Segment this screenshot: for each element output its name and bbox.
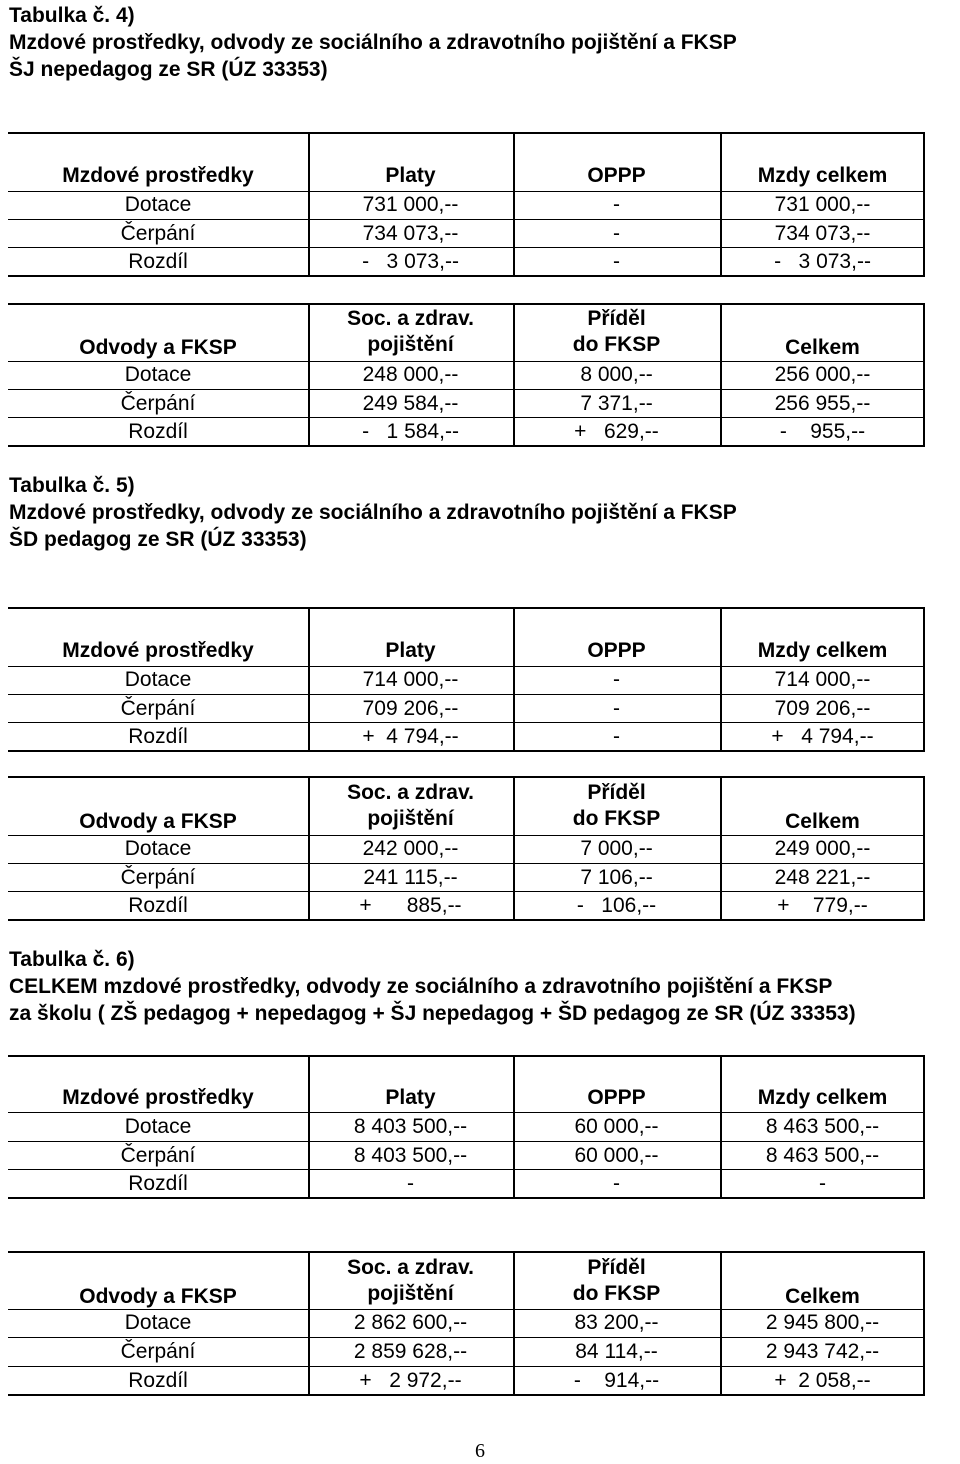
table-row xyxy=(8,834,925,863)
table-cell: 731 000,-- xyxy=(362,193,459,216)
row-label: Čerpání xyxy=(120,222,196,245)
header-row xyxy=(8,1255,925,1309)
row-label: Dotace xyxy=(124,837,192,860)
table-row xyxy=(8,1366,925,1395)
section-label: Tabulka č. 4) xyxy=(9,4,135,27)
row-label: Rozdíl xyxy=(128,1172,188,1195)
section-4-heading xyxy=(9,2,737,83)
header-line: Příděl xyxy=(587,307,646,330)
table-cell: 709 206,-- xyxy=(362,697,459,720)
header-line: Soc. a zdrav. xyxy=(347,307,474,330)
table-cell: 2 945 800,-- xyxy=(765,1311,880,1334)
amount: + 629,-- xyxy=(574,420,659,443)
table-cell: 8 000,-- xyxy=(580,363,653,386)
row-label: Rozdíl xyxy=(128,894,188,917)
table-cell: 734 073,-- xyxy=(362,222,459,245)
table-cell: 60 000,-- xyxy=(574,1115,659,1138)
row-label: Rozdíl xyxy=(128,1369,188,1392)
table-cell: - xyxy=(613,668,620,691)
table-cell: 2 943 742,-- xyxy=(765,1340,880,1363)
row-label: Dotace xyxy=(124,668,192,691)
table-cell: 256 955,-- xyxy=(774,392,871,415)
section-subtitle: za školu ( ZŠ pedagog + nepedagog + ŠJ nepedagog + ŠD pedagog ze SR (ÚZ 33353) xyxy=(9,1002,856,1025)
row-label: Rozdíl xyxy=(128,725,188,748)
table-cell: - xyxy=(613,725,620,748)
row-label: Rozdíl xyxy=(128,250,188,273)
row-label: Čerpání xyxy=(120,392,196,415)
table-cell xyxy=(513,1366,720,1395)
wages-table xyxy=(8,132,925,276)
table-cell: - xyxy=(407,1172,414,1195)
table-cell: 83 200,-- xyxy=(574,1311,659,1334)
table-row xyxy=(8,1112,925,1141)
section-subtitle: ŠD pedagog ze SR (ÚZ 33353) xyxy=(9,528,307,551)
header-cell: Odvody a FKSP xyxy=(79,336,237,359)
table-cell: 241 115,-- xyxy=(363,866,458,889)
header-cell: Platy xyxy=(385,164,436,187)
row-label: Dotace xyxy=(124,363,192,386)
table-row xyxy=(8,722,925,751)
section-5-heading xyxy=(9,472,737,553)
section-title: Mzdové prostředky, odvody ze sociálního a zdravotního pojištění a FKSP xyxy=(9,501,737,524)
header-line: Soc. a zdrav. xyxy=(347,781,474,804)
table-cell: - xyxy=(613,193,620,216)
header-line: pojištění xyxy=(367,1282,454,1305)
header-line: pojištění xyxy=(367,807,454,830)
table-cell: - xyxy=(613,250,620,273)
section-title: CELKEM mzdové prostředky, odvody ze sociálního a zdravotního pojištění a FKSP xyxy=(9,975,833,998)
table-cell xyxy=(513,417,720,446)
amount: - 955,-- xyxy=(779,420,866,443)
amount: + 2 972,-- xyxy=(359,1369,462,1392)
header-cell: OPPP xyxy=(587,1086,646,1109)
table-cell: 8 463 500,-- xyxy=(765,1115,880,1138)
amount: + 779,-- xyxy=(777,894,868,917)
table-cell xyxy=(308,891,513,920)
table-row xyxy=(8,1337,925,1366)
table-cell: 84 114,-- xyxy=(575,1340,658,1363)
table-cell: 7 000,-- xyxy=(580,837,653,860)
header-row xyxy=(8,161,925,190)
table-cell: - xyxy=(613,222,620,245)
amount: + 2 058,-- xyxy=(774,1369,871,1392)
table-cell xyxy=(308,1366,513,1395)
header-cell: Mzdové prostředky xyxy=(62,164,254,187)
amount: + 885,-- xyxy=(359,894,462,917)
header-cell xyxy=(308,1255,513,1309)
table-row xyxy=(8,665,925,694)
row-label: Dotace xyxy=(124,193,192,216)
table-row xyxy=(8,389,925,418)
table-cell: 731 000,-- xyxy=(774,193,871,216)
header-row xyxy=(8,780,925,834)
table-cell: 8 403 500,-- xyxy=(353,1115,468,1138)
table-row xyxy=(8,190,925,219)
amount: - 3 073,-- xyxy=(774,250,871,273)
row-label: Rozdíl xyxy=(128,420,188,443)
header-cell xyxy=(513,306,720,360)
header-row xyxy=(8,306,925,360)
header-line: do FKSP xyxy=(572,1282,661,1305)
table-cell xyxy=(308,417,513,446)
header-cell: Mzdové prostředky xyxy=(62,1086,254,1109)
header-cell: Mzdy celkem xyxy=(757,1086,888,1109)
row-label: Čerpání xyxy=(120,1144,196,1167)
table-cell: 248 221,-- xyxy=(774,866,871,889)
section-title: Mzdové prostředky, odvody ze sociálního a zdravotního pojištění a FKSP xyxy=(9,31,737,54)
header-line: Soc. a zdrav. xyxy=(347,1256,474,1279)
section-subtitle: ŠJ nepedagog ze SR (ÚZ 33353) xyxy=(9,58,328,81)
table-cell xyxy=(308,247,513,276)
header-cell: Celkem xyxy=(785,1285,860,1308)
table-row xyxy=(8,694,925,723)
amount: - 3 073,-- xyxy=(362,250,459,273)
table-cell: 709 206,-- xyxy=(774,697,871,720)
table-cell: 249 584,-- xyxy=(362,392,459,415)
header-cell: Celkem xyxy=(785,810,860,833)
levies-table xyxy=(8,303,925,446)
table-cell xyxy=(720,417,925,446)
header-line: Příděl xyxy=(587,781,646,804)
table-row xyxy=(8,891,925,920)
amount: - 914,-- xyxy=(573,1369,660,1392)
table-cell: 2 862 600,-- xyxy=(353,1311,468,1334)
table-cell: - xyxy=(613,697,620,720)
header-cell: Platy xyxy=(385,1086,436,1109)
table-cell: 60 000,-- xyxy=(574,1144,659,1167)
header-cell xyxy=(308,306,513,360)
header-cell: Celkem xyxy=(785,336,860,359)
section-label: Tabulka č. 6) xyxy=(9,948,135,971)
header-cell: OPPP xyxy=(587,164,646,187)
table-row xyxy=(8,1308,925,1337)
amount: + 4 794,-- xyxy=(362,725,459,748)
amount: - 1 584,-- xyxy=(362,420,459,443)
amount: + 4 794,-- xyxy=(771,725,874,748)
table-cell: 242 000,-- xyxy=(362,837,459,860)
header-row xyxy=(8,1083,925,1112)
table-cell: 714 000,-- xyxy=(362,668,459,691)
page-number: 6 xyxy=(475,1440,485,1462)
table-row xyxy=(8,1141,925,1170)
header-cell: OPPP xyxy=(587,639,646,662)
wages-table xyxy=(8,1055,925,1199)
table-cell: 7 106,-- xyxy=(580,866,653,889)
table-cell: 2 859 628,-- xyxy=(353,1340,468,1363)
header-cell: Mzdy celkem xyxy=(757,164,888,187)
table-row xyxy=(8,1169,925,1198)
header-cell: Odvody a FKSP xyxy=(79,810,237,833)
levies-table xyxy=(8,1251,925,1395)
header-line: Příděl xyxy=(587,1256,646,1279)
table-cell: 249 000,-- xyxy=(774,837,871,860)
wages-table xyxy=(8,607,925,751)
table-cell xyxy=(720,891,925,920)
header-line: do FKSP xyxy=(572,333,661,356)
table-cell xyxy=(513,891,720,920)
table-cell xyxy=(720,1366,925,1395)
table-row xyxy=(8,219,925,248)
row-label: Čerpání xyxy=(120,866,196,889)
row-label: Čerpání xyxy=(120,697,196,720)
section-label: Tabulka č. 5) xyxy=(9,474,135,497)
table-cell: 714 000,-- xyxy=(774,668,871,691)
table-cell: 256 000,-- xyxy=(774,363,871,386)
levies-table xyxy=(8,776,925,920)
table-row xyxy=(8,417,925,446)
header-cell xyxy=(513,780,720,834)
table-row xyxy=(8,247,925,276)
header-line: pojištění xyxy=(367,333,454,356)
table-cell: 734 073,-- xyxy=(774,222,871,245)
table-cell: 7 371,-- xyxy=(580,392,653,415)
table-cell xyxy=(308,722,513,751)
table-cell xyxy=(720,247,925,276)
table-cell: 8 463 500,-- xyxy=(765,1144,880,1167)
row-label: Dotace xyxy=(124,1311,192,1334)
header-cell: Mzdové prostředky xyxy=(62,639,254,662)
header-line: do FKSP xyxy=(572,807,661,830)
table-cell xyxy=(720,722,925,751)
header-cell: Platy xyxy=(385,639,436,662)
amount: - 106,-- xyxy=(576,894,657,917)
header-cell xyxy=(513,1255,720,1309)
table-cell: - xyxy=(819,1172,826,1195)
table-row xyxy=(8,360,925,389)
section-6-heading xyxy=(9,946,856,1027)
row-label: Čerpání xyxy=(120,1340,196,1363)
table-cell: 248 000,-- xyxy=(362,363,459,386)
header-cell xyxy=(308,780,513,834)
table-cell: - xyxy=(613,1172,620,1195)
row-label: Dotace xyxy=(124,1115,192,1138)
table-row xyxy=(8,863,925,892)
header-cell: Odvody a FKSP xyxy=(79,1285,237,1308)
header-row xyxy=(8,636,925,665)
header-cell: Mzdy celkem xyxy=(757,639,888,662)
table-cell: 8 403 500,-- xyxy=(353,1144,468,1167)
